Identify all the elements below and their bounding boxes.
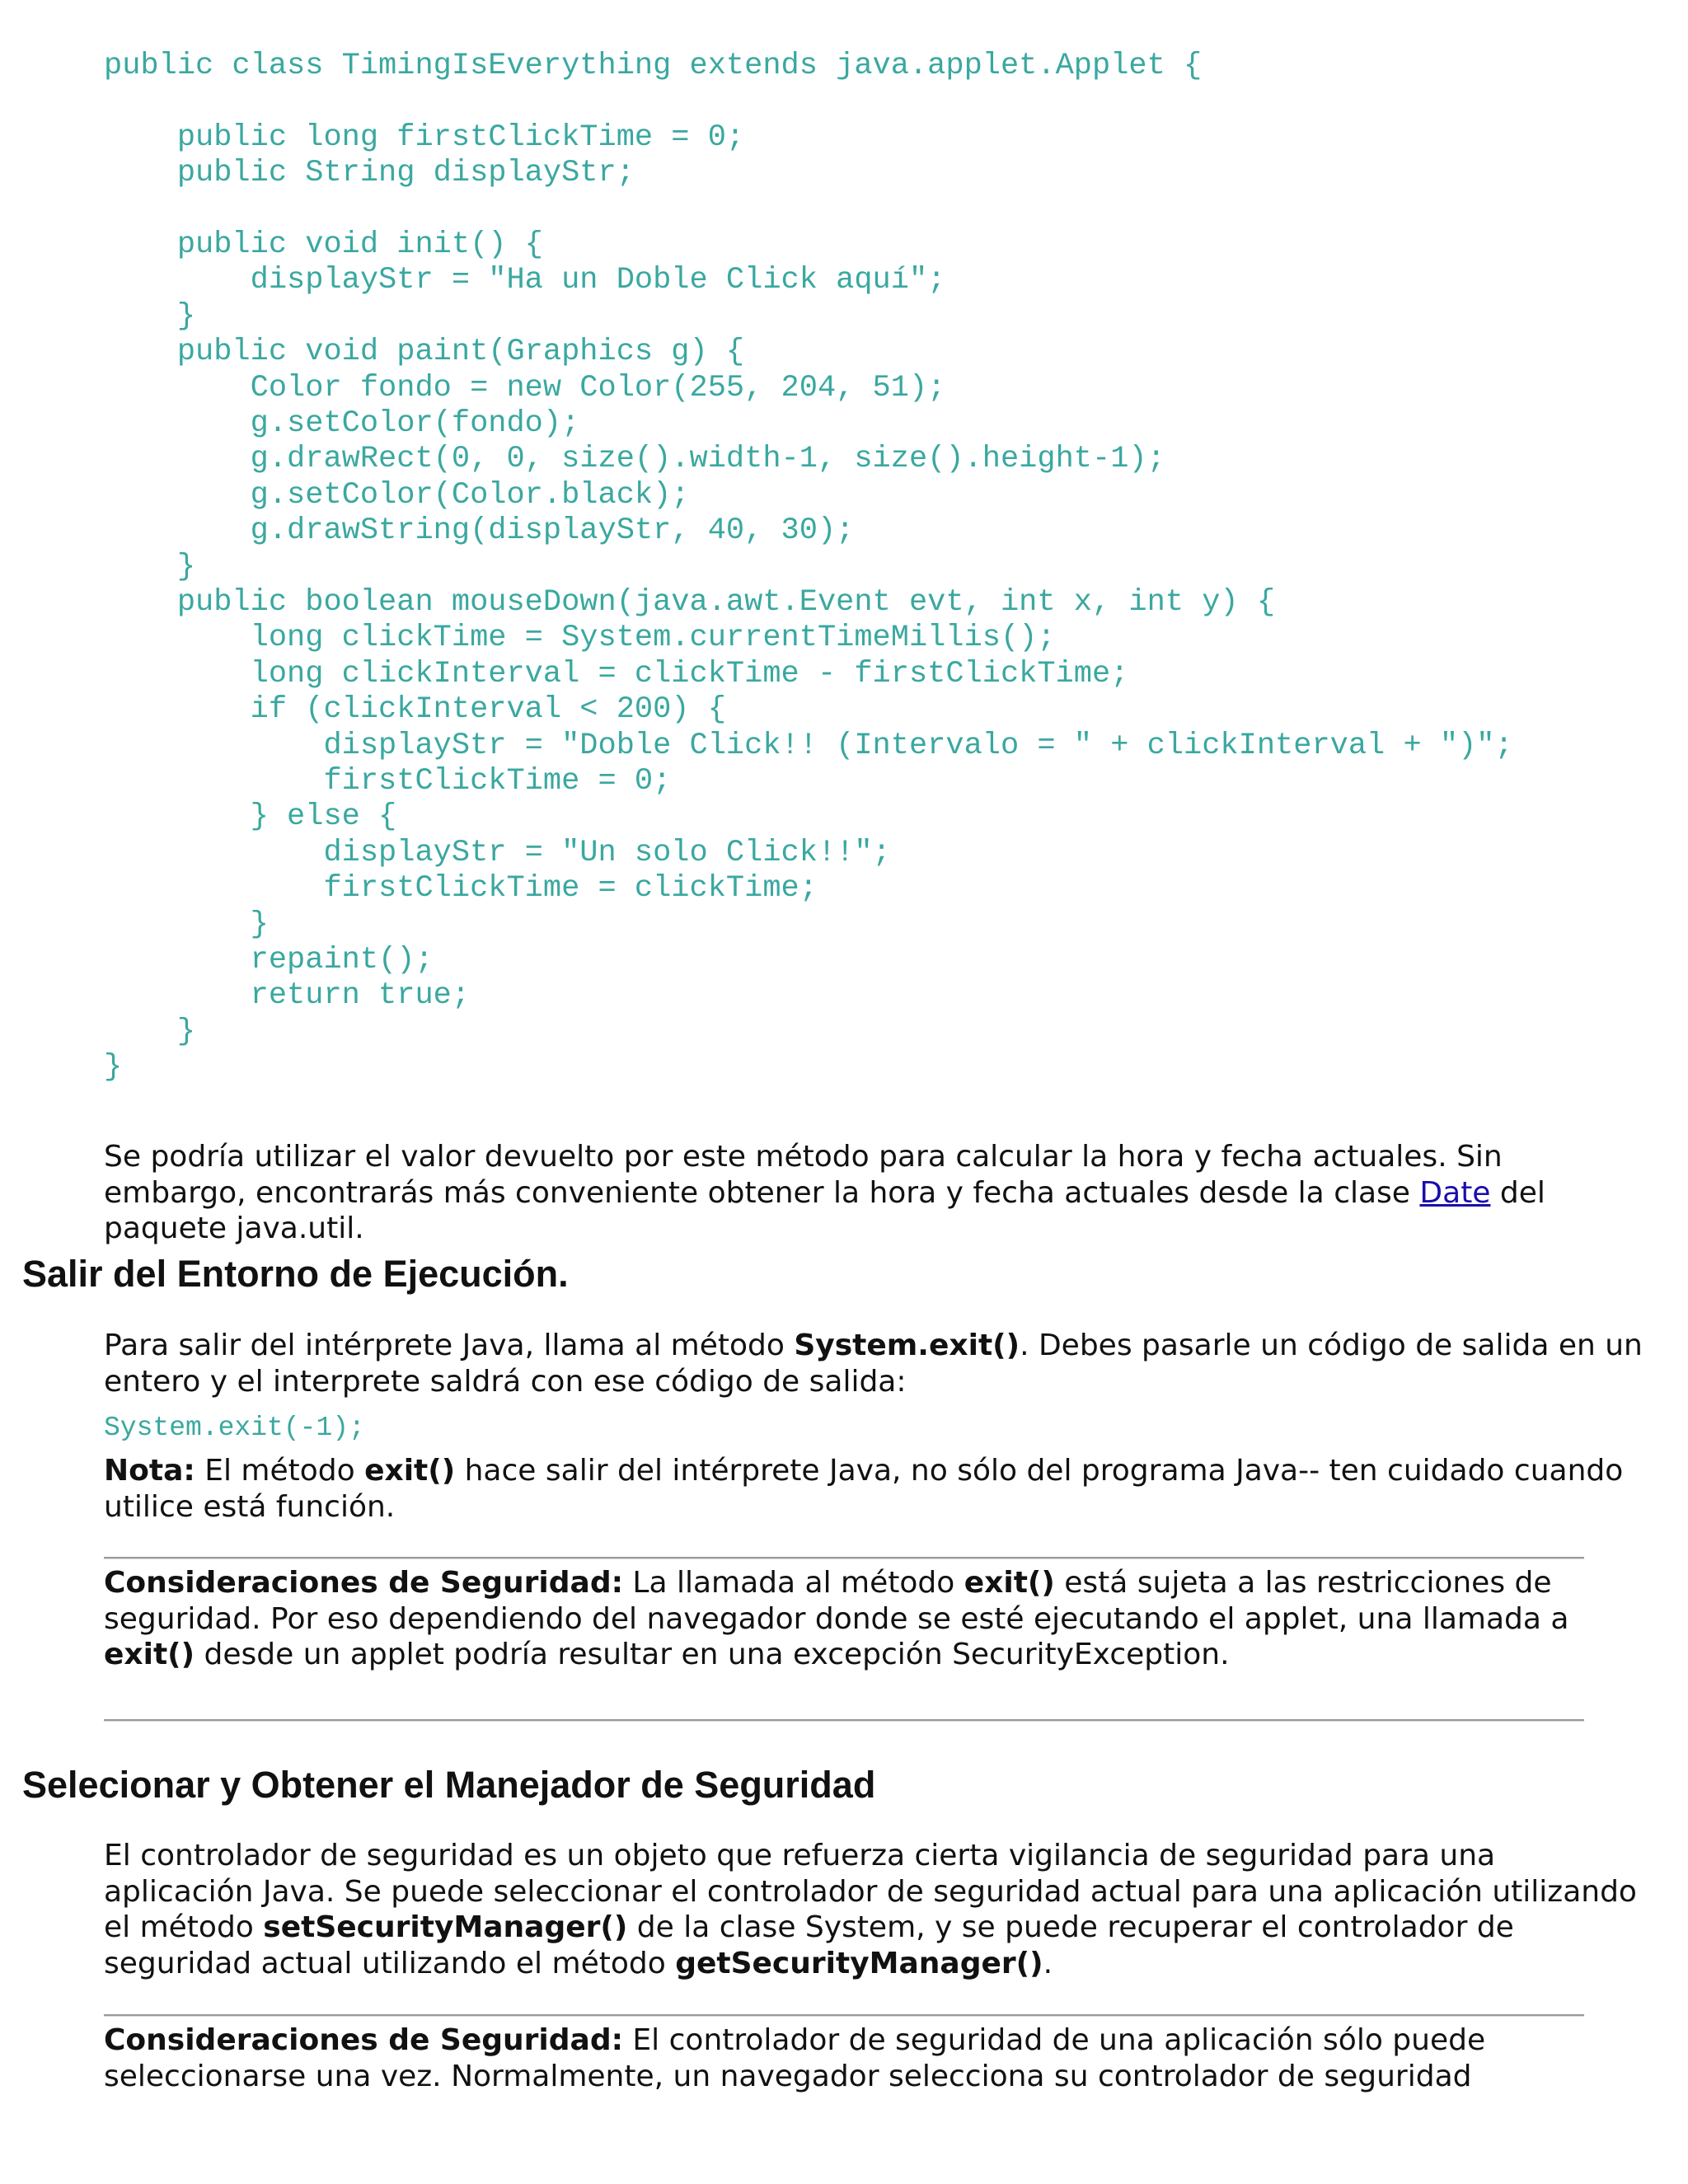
code-line: } — [104, 549, 196, 584]
divider — [104, 1719, 1584, 1722]
exit-note: Nota: El método exit() hace salir del intérprete Java, no sólo del programa Java-- ten cuidado cuando utilice está función. — [104, 1454, 1624, 1524]
code-line: } — [104, 907, 269, 942]
code-line: public boolean mouseDown(java.awt.Event evt, int x, int y) { — [104, 585, 1276, 620]
code-line: displayStr = "Doble Click!! (Intervalo = " + clickInterval + ")"; — [104, 728, 1513, 763]
code-line: firstClickTime = clickTime; — [104, 871, 818, 907]
code-line: } — [104, 1014, 196, 1049]
code-line: displayStr = "Ha un Doble Click aquí"; — [104, 263, 946, 298]
code-line: public long firstClickTime = 0; — [104, 120, 745, 155]
code-line: g.setColor(Color.black); — [104, 477, 690, 513]
code-line: public void init() { — [104, 227, 543, 262]
code-line: if (clickInterval < 200) { — [104, 692, 726, 728]
code-line: } — [104, 298, 196, 334]
code-line: firstClickTime = 0; — [104, 764, 672, 799]
code-line: } — [104, 1050, 123, 1085]
section-heading-exit: Salir del Entorno de Ejecución. — [22, 1253, 569, 1295]
code-line: g.drawString(displayStr, 40, 30); — [104, 513, 855, 549]
exit-paragraph: Para salir del intérprete Java, llama al método System.exit(). Debes pasarle un código de salida en un entero y el interprete saldrá con ese código de salida: — [104, 1329, 1643, 1399]
code-line: Color fondo = new Color(255, 204, 51); — [104, 370, 946, 405]
intro-paragraph: Se podría utilizar el valor devuelto por este método para calcular la hora y fecha actuales. Sin embargo, encontrarás más conveniente obtener la hora y fecha actuales desde la clase Date del paquete java.util. — [104, 1140, 1545, 1245]
section-heading-security-manager: Selecionar y Obtener el Manejador de Seguridad — [22, 1764, 876, 1806]
code-line: return true; — [104, 978, 471, 1014]
exit-code-example: System.exit(-1); — [104, 1413, 365, 1443]
code-line: long clickInterval = clickTime - firstClickTime; — [104, 656, 1129, 691]
code-line: long clickTime = System.currentTimeMillis(); — [104, 621, 1056, 656]
security-label: Consideraciones de Seguridad: — [104, 1566, 623, 1600]
security-label: Consideraciones de Seguridad: — [104, 2023, 623, 2057]
security-manager-note: Consideraciones de Seguridad: El controlador de seguridad de una aplicación sólo puede seleccionarse una vez. Normalmente, un navegador selecciona su controlador de seguridad — [104, 2023, 1486, 2093]
date-link[interactable]: Date — [1419, 1175, 1491, 1210]
code-line: g.drawRect(0, 0, size().width-1, size().height-1); — [104, 442, 1165, 477]
divider — [104, 1557, 1584, 1559]
security-manager-paragraph: El controlador de seguridad es un objeto que refuerza cierta vigilancia de seguridad para una aplicación Java. Se puede seleccionar el controlador de seguridad actual para una aplicación utilizando el método setSecurityManager() de la clase System, y se puede recuperar el controlador de seguridad actual utilizando el método getSecurityManager(). — [104, 1839, 1637, 1980]
code-line: public void paint(Graphics g) { — [104, 335, 745, 370]
code-line: displayStr = "Un solo Click!!"; — [104, 835, 891, 870]
code-line: repaint(); — [104, 943, 434, 977]
divider — [104, 2014, 1584, 2017]
exit-security-note: Consideraciones de Seguridad: La llamada al método exit() está sujeta a las restricciones de seguridad. Por eso dependiendo del navegador donde se esté ejecutando el applet, una llamada a exit() desde un applet podría resultar en una excepción SecurityException. — [104, 1566, 1569, 1671]
note-label: Nota: — [104, 1454, 195, 1488]
code-line: public String displayStr; — [104, 156, 635, 191]
code-line: public class TimingIsEverything extends java.applet.Applet { — [104, 49, 1203, 83]
code-line: } else { — [104, 799, 397, 835]
code-line: g.setColor(fondo); — [104, 406, 580, 441]
